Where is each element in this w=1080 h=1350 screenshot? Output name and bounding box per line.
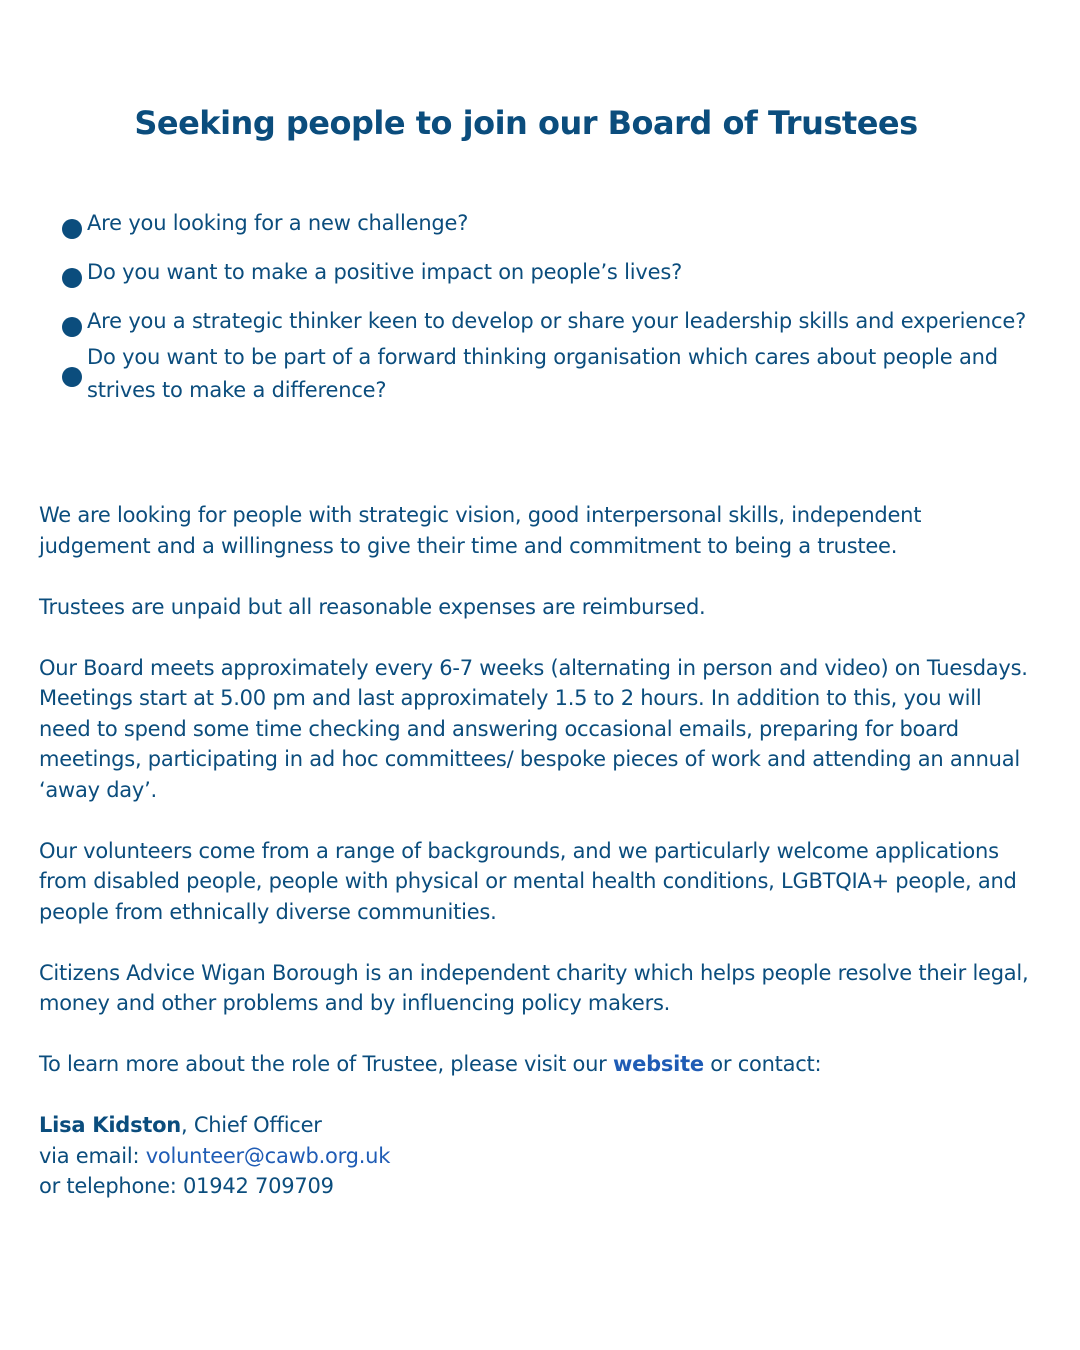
bullet-dot-icon bbox=[62, 219, 82, 239]
question-item bbox=[60, 208, 1040, 239]
paragraph-charity: Citizens Advice Wigan Borough is an independent charity which helps people resolve their legal, money and other problems and by influencing policy makers. bbox=[39, 960, 1029, 1015]
question-item bbox=[60, 257, 1040, 288]
contact-role: , Chief Officer bbox=[180, 1113, 322, 1137]
question-text: Do you want to make a positive impact on people’s lives? bbox=[87, 260, 683, 284]
paragraph-learn-more bbox=[39, 1049, 1039, 1080]
bullet-dot-icon bbox=[62, 317, 82, 337]
question-text: Do you want to be part of a forward thinking organisation which cares about people and strives to make a difference? bbox=[87, 345, 998, 402]
question-item bbox=[60, 341, 1040, 407]
learn-more-suffix: or contact: bbox=[703, 1052, 822, 1076]
paragraph-volunteers: Our volunteers come from a range of backgrounds, and we particularly welcome applications from disabled people, people with physical or mental health conditions, LGBTQIA+ people, and people from ethnically diverse communities. bbox=[39, 838, 1017, 924]
contact-block bbox=[39, 1110, 1039, 1202]
email-link[interactable]: volunteer@cawb.org.uk bbox=[145, 1143, 391, 1168]
website-link[interactable]: website bbox=[612, 1052, 704, 1076]
question-text: Are you a strategic thinker keen to develop or share your leadership skills and experience? bbox=[87, 309, 1027, 333]
bullet-dot-icon bbox=[62, 268, 82, 288]
body-text bbox=[39, 500, 1039, 1202]
phone-label: or telephone: bbox=[39, 1174, 184, 1198]
paragraph-looking-for: We are looking for people with strategic vision, good interpersonal skills, independent judgement and a willingness to give their time and commitment to being a trustee. bbox=[39, 503, 922, 558]
question-text: Are you looking for a new challenge? bbox=[87, 211, 469, 235]
paragraph-expenses: Trustees are unpaid but all reasonable expenses are reimbursed. bbox=[39, 594, 706, 619]
contact-name: Lisa Kidston bbox=[39, 1113, 181, 1137]
page-title: Seeking people to join our Board of Trustees bbox=[134, 104, 918, 142]
email-label: via email: bbox=[39, 1143, 146, 1168]
question-item bbox=[60, 306, 1040, 337]
learn-more-text: To learn more about the role of Trustee, please visit our bbox=[39, 1052, 613, 1076]
phone-number: 01942 709709 bbox=[183, 1174, 334, 1198]
bullet-dot-icon bbox=[62, 367, 82, 387]
question-list bbox=[60, 208, 1040, 407]
paragraph-meetings: Our Board meets approximately every 6-7 weeks (alternating in person and video) on Tuesdays. Meetings start at 5.00 pm and last approximately 1.5 to 2 hours. In addition to this, you will need to spend some time checking and answering occasional emails, preparing for board meetings, participating in ad hoc committees/ bespoke pieces of work and attending an annual ‘away day’. bbox=[39, 655, 1028, 802]
